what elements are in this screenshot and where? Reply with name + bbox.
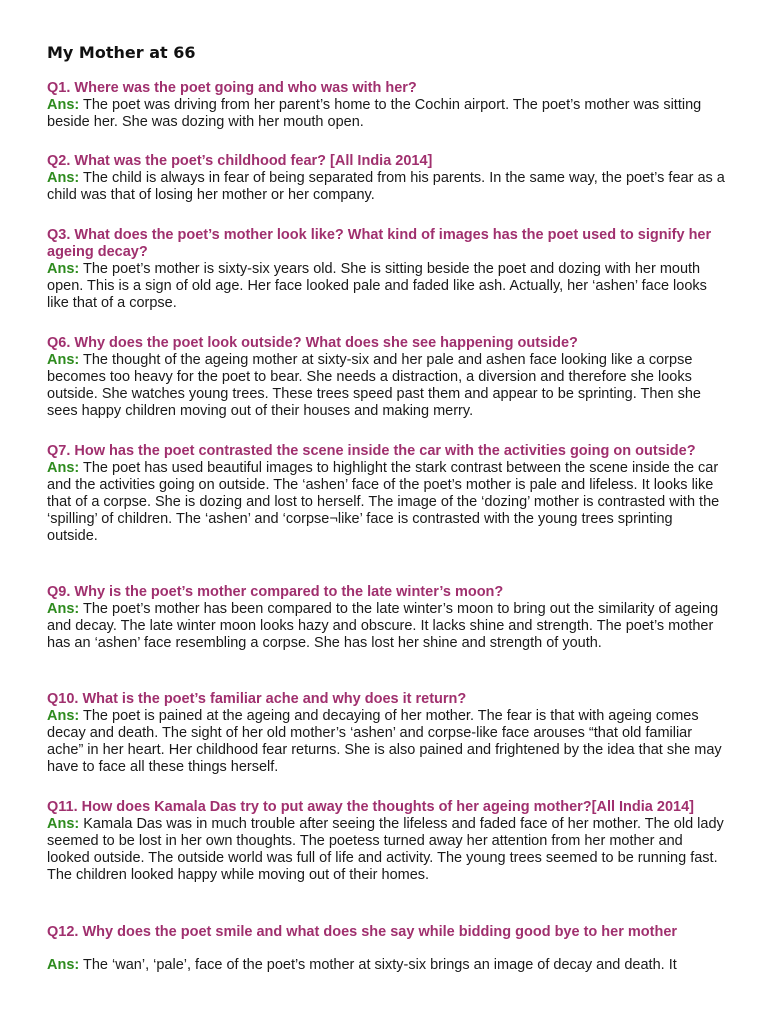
answer-label: Ans: xyxy=(47,261,80,277)
qa-item-8 xyxy=(47,799,727,884)
qa-item-7 xyxy=(47,691,727,776)
answer xyxy=(47,816,727,884)
question: Q3. What does the poet’s mother look like? What kind of images has the poet used to signify her ageing decay? xyxy=(47,227,712,260)
question: Q12. Why does the poet smile and what does she say while bidding good bye to her mother xyxy=(47,924,678,940)
qa-item-5 xyxy=(47,443,727,545)
answer-text: The poet was driving from her parent’s home to the Cochin airport. The poet’s mother was sitting beside her. She was dozing with her mouth open. xyxy=(47,97,702,130)
qa-item-9 xyxy=(47,924,727,974)
answer-label: Ans: xyxy=(47,816,80,832)
answer-label: Ans: xyxy=(47,957,80,973)
answer-label: Ans: xyxy=(47,601,80,617)
question: Q1. Where was the poet going and who was with her? xyxy=(47,80,417,96)
answer-text: The poet’s mother is sixty-six years old. She is sitting beside the poet and dozing with her mouth open. This is a sign of old age. Her face looked pale and faded like ash. Actually, her ‘ashen’ face looks like that of a corpse. xyxy=(47,261,707,311)
qa-item-3 xyxy=(47,227,727,312)
answer-text: The thought of the ageing mother at sixty-six and her pale and ashen face looking like a corpse becomes too heavy for the poet to bear. She needs a distraction, a diversion and therefore she looks outside. She watches young trees. These trees speed past them and appear to be sprinting. Then she sees happy children moving out of their houses and making merry. xyxy=(47,352,701,419)
answer xyxy=(47,708,727,776)
answer-text: The poet is pained at the ageing and decaying of her mother. The fear is that with ageing comes decay and death. The sight of her old mother’s ‘ashen’ and corpse-like face arouses “that old familiar ache” in her heart. Her childhood fear returns. She is also pained and frightened by the idea that she may have to face all these things herself. xyxy=(47,708,722,775)
answer-text: The poet has used beautiful images to highlight the stark contrast between the scene inside the car and the activities going on outside. The ‘ashen’ face of the poet’s mother is pale and lifeless. It looks like that of a corpse. She is dozing and lost to herself. The image of the ‘dozing’ mother is contrasted with the ‘spilling’ of children. The ‘ashen’ and ‘corpse¬like’ face is contrasted with the young trees sprinting outside. xyxy=(47,460,720,544)
question: Q2. What was the poet’s childhood fear? [All India 2014] xyxy=(47,153,433,169)
answer-text: Kamala Das was in much trouble after seeing the lifeless and faded face of her mother. The old lady seemed to be lost in her own thoughts. The poetess turned away her attention from her mother and looked outside. The outside world was full of life and activity. The young trees seemed to be running fast. The children looked happy while moving out of their homes. xyxy=(47,816,724,883)
question: Q7. How has the poet contrasted the scene inside the car with the activities going on outside? xyxy=(47,443,696,459)
answer-label: Ans: xyxy=(47,460,80,476)
question: Q10. What is the poet’s familiar ache and why does it return? xyxy=(47,691,467,707)
qa-item-4 xyxy=(47,335,727,420)
question: Q9. Why is the poet’s mother compared to the late winter’s moon? xyxy=(47,584,504,600)
answer-label: Ans: xyxy=(47,170,80,186)
answer xyxy=(47,352,727,420)
answer-text: The ‘wan’, ‘pale’, face of the poet’s mother at sixty-six brings an image of decay and death. It xyxy=(83,957,677,973)
answer-label: Ans: xyxy=(47,97,80,113)
answer xyxy=(47,460,727,545)
answer-text: The poet’s mother has been compared to the late winter’s moon to bring out the similarity of ageing and decay. The late winter moon looks hazy and obscure. It lacks shine and strength. The poet’s mother has an ‘ashen’ face resembling a corpse. She has lost her shine and strength of youth. xyxy=(47,601,719,651)
answer-label: Ans: xyxy=(47,352,80,368)
question: Q6. Why does the poet look outside? What does she see happening outside? xyxy=(47,335,578,351)
question: Q11. How does Kamala Das try to put away the thoughts of her ageing mother?[All India 2014] xyxy=(47,799,694,815)
answer xyxy=(47,601,727,652)
answer xyxy=(47,957,727,974)
qa-item-2 xyxy=(47,153,727,204)
qa-item-6 xyxy=(47,584,727,652)
page-title: My Mother at 66 xyxy=(47,43,196,62)
answer xyxy=(47,261,727,312)
qa-item-1 xyxy=(47,80,727,131)
answer xyxy=(47,170,727,204)
answer-text: The child is always in fear of being separated from his parents. In the same way, the poet’s fear as a child was that of losing her mother or her company. xyxy=(47,170,725,203)
answer-label: Ans: xyxy=(47,708,80,724)
answer xyxy=(47,97,727,131)
